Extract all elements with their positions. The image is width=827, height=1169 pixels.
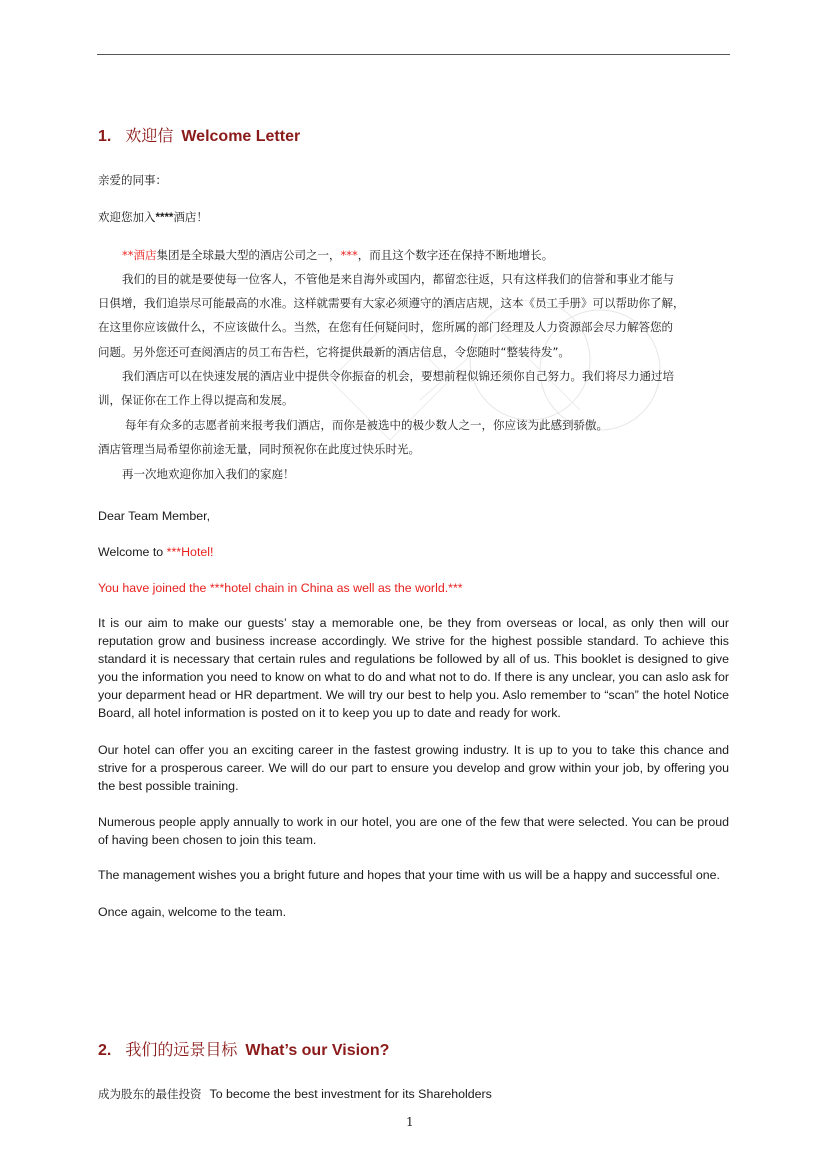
cn-paragraph-4: 每年有众多的志愿者前来报考我们酒店，而你是被选中的极少数人之一，你应该为此感到骄傲。 [125, 418, 608, 432]
en-paragraph-1: It is our aim to make our guests’ stay a memorable one, be they from overseas or local, as only then will our reputation grow and business increase accordingly. We strive for the highest possible standard. To achieve this standard it is necessary that certain rules and regulations be followed by all of us. This booklet is designed to give you the information you need to know on what to do and what not to do. If there is any unclear, you can aslo ask for your deparment head or HR department. We will try our best to help you. Aslo remember to “scan” the hotel Notice Board, all hotel information is posted on it to keep you up to date and ready for work. [98, 616, 729, 720]
en-joined-line: You have joined the ***hotel chain in China as well as the world.*** [98, 581, 463, 595]
section-2-heading [98, 1037, 389, 1060]
section-1-number: 1. [98, 128, 112, 145]
en-paragraph-3: Numerous people apply annually to work in our hotel, you are one of the few that were selected. You can be proud of having been chosen to join this team. [98, 815, 729, 847]
cn-paragraph-3-line-2: 训，保证你在工作上得以提高和发展。 [98, 393, 294, 407]
cn-paragraph-2-line-1: 我们的目的就是要使每一位客人，不管他是来自海外或国内，都留恋往返，只有这样我们的信誉和事业才能与 [122, 272, 674, 286]
en-paragraph-4: The management wishes you a bright future and hopes that your time with us will be a happy and successful one. [98, 868, 720, 882]
en-salutation: Dear Team Member, [98, 509, 211, 523]
en-welcome: Welcome to ***Hotel! [98, 545, 214, 559]
cn-paragraph-5: 酒店管理当局希望你前途无量，同时预祝你在此度过快乐时光。 [98, 442, 420, 456]
cn-paragraph-3-line-1: 我们酒店可以在快速发展的酒店业中提供令你振奋的机会，要想前程似锦还须你自己努力。我们将尽力通过培 [122, 369, 674, 383]
cn-paragraph-1: **酒店集团是全球最大型的酒店公司之一，***，而且这个数字还在保持不断地增长。 [122, 248, 554, 262]
section-2-title-cn: 我们的远景目标 [125, 1040, 238, 1059]
section-2-number: 2. [98, 1042, 112, 1059]
cn-paragraph-2-line-4: 问题。另外您还可查阅酒店的员工布告栏，它将提供最新的酒店信息，令您随时“整装待发”。 [98, 345, 570, 359]
section-1-title-en: Welcome Letter [181, 128, 301, 145]
en-paragraph-2: Our hotel can offer you an exciting career in the fastest growing industry. It is up to you to take this chance and strive for a prosperous career. We will do our part to ensure you develop and grow within your job, by offering you the best possible training. [98, 743, 729, 793]
header-rule [97, 54, 730, 55]
cn-welcome: 欢迎您加入****酒店！ [98, 210, 208, 224]
cn-salutation: 亲爱的同事： [98, 173, 167, 187]
cn-paragraph-2-line-2: 日俱增，我们追崇尽可能最高的水准。这样就需要有大家必须遵守的酒店店规，这本《员工手册》可以帮助你了解， [98, 296, 685, 310]
en-paragraph-5: Once again, welcome to the team. [98, 905, 287, 919]
cn-paragraph-6: 再一次地欢迎你加入我们的家庭！ [122, 467, 295, 481]
page-number: 1 [406, 1115, 414, 1129]
section-2-title-en: What’s our Vision? [245, 1042, 390, 1059]
section-1-title-cn: 欢迎信 [125, 126, 174, 145]
section-1-heading [98, 123, 300, 146]
vision-line-1: 成为股东的最佳投资 To become the best investment for its Shareholders [98, 1087, 492, 1101]
cn-paragraph-2-line-3: 在这里你应该做什么，不应该做什么。当然，在您有任何疑问时，您所属的部门经理及人力资源部会尽力解答您的 [98, 320, 673, 334]
